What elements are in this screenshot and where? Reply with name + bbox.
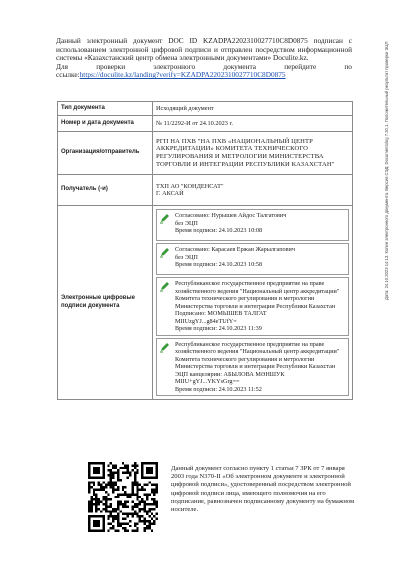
side-note-text: Дата: 24.10.2023 14:13. Копия электронного документа. Версия СЭД: Documentolog 7.20.1. Положительный результат проверки ЭЦП [384,41,389,300]
check-word: электронного [153,61,196,71]
signatures-label: Электронные цифровые подписи документа [58,206,153,400]
signature-entry [156,277,349,336]
signature-text: Согласовано: Карасаев Ержан Жарылгапович без ЭЦП Время подписи: 24.10.2023 10:58 [175,246,295,268]
check-word: по [344,61,352,71]
signature-entry [156,209,349,241]
signature-pen-icon [159,212,171,224]
row-value: Исходящий документ [153,102,353,116]
check-word: перейдите [284,61,317,71]
signature-pen-icon [159,341,171,353]
table-row [58,206,353,400]
check-word: проверки [96,61,126,71]
qr-code [88,462,158,532]
check-word: документа [223,61,257,71]
signature-entry [156,243,349,275]
signature-text: Согласовано: Нурышев Айдос Талгатович без ЭЦП Время подписи: 24.10.2023 10:08 [175,212,287,234]
table-row [58,102,353,116]
intro-text: Данный электронный документ DOC ID KZADPA2202310027710C8D0875 подписан с использованием электронной цифровой подписи и отправлен посредством информационной системы «Казахстанский центр обмена электронными документами» Doculite.kz. [56,36,352,63]
legal-footer: Данный документ согласно пункту 1 статьи 7 ЗРК от 7 января 2003 года N370-II «Об электронном документе и электронной цифровой подписи», удостоверенный посредством электронной цифровой подписи лица, имеющего полномочия на его подписание, равнозначен подписанному документу на бумажном носителе. [171,465,355,514]
recipient-value: ТХП АО "КОНДЕНСАТ" Г. АКСАЙ [153,175,353,206]
verify-link[interactable]: https://doculite.kz/landing?verify=KZADPA2202310027710C8D0875 [79,70,286,80]
table-row [58,175,353,206]
check-word: Для [56,61,68,71]
row-label: Номер и дата документа [58,116,153,132]
sender-value: РГП НА ПХВ "НА ПХВ «НАЦИОНАЛЬНЫЙ ЦЕНТР АККРЕДИТАЦИИ» КОМИТЕТА ТЕХНИЧЕСКОГО РЕГУЛИРОВАНИЯ И МЕТРОЛОГИИ МИНИСТЕРСТВА ТОРГОВЛИ И ИНТЕГРАЦИИ РЕСПУБЛИКИ КАЗАХСТАН" [153,132,353,175]
link-prefix: ссылке: [56,70,80,80]
signature-text: Республиканское государственное предприятие на праве хозяйственного ведения "Национальный центр аккредитации" Комитета технического регулирования и метрологии Министерства торговли и интеграции Республики Казахстан ЭЦП канцелярии: АБЫЛОВА МӘНШУК MIIU+gYJ...YKYsGrg== Время подписи: 24.10.2023 11:52 [175,340,340,393]
signature-pen-icon [159,246,171,258]
table-row [58,132,353,175]
row-label: Организация/отправитель [58,132,153,175]
signature-text: Республиканское государственное предприятие на праве хозяйственного ведения "Национальный центр аккредитации" Комитета технического регулирования и метрологии Министерства торговли и интеграции Республики Казахстан Подписано: МОМЫШЕВ ТАЛГАТ MIIUzgYJ...g84eTUfY= Время подписи: 24.10.2023 11:39 [175,280,340,332]
signature-pen-icon [159,280,171,292]
document-info-table [57,101,353,400]
row-label: Получатель (-и) [58,175,153,206]
link-line [56,71,352,80]
intro-block [56,37,352,80]
row-value: № 11/2292-И от 24.10.2023 г. [153,116,353,132]
row-label: Тип документа [58,102,153,116]
table-row [58,116,353,132]
signatures-cell [153,206,353,400]
signature-entry [156,338,349,397]
